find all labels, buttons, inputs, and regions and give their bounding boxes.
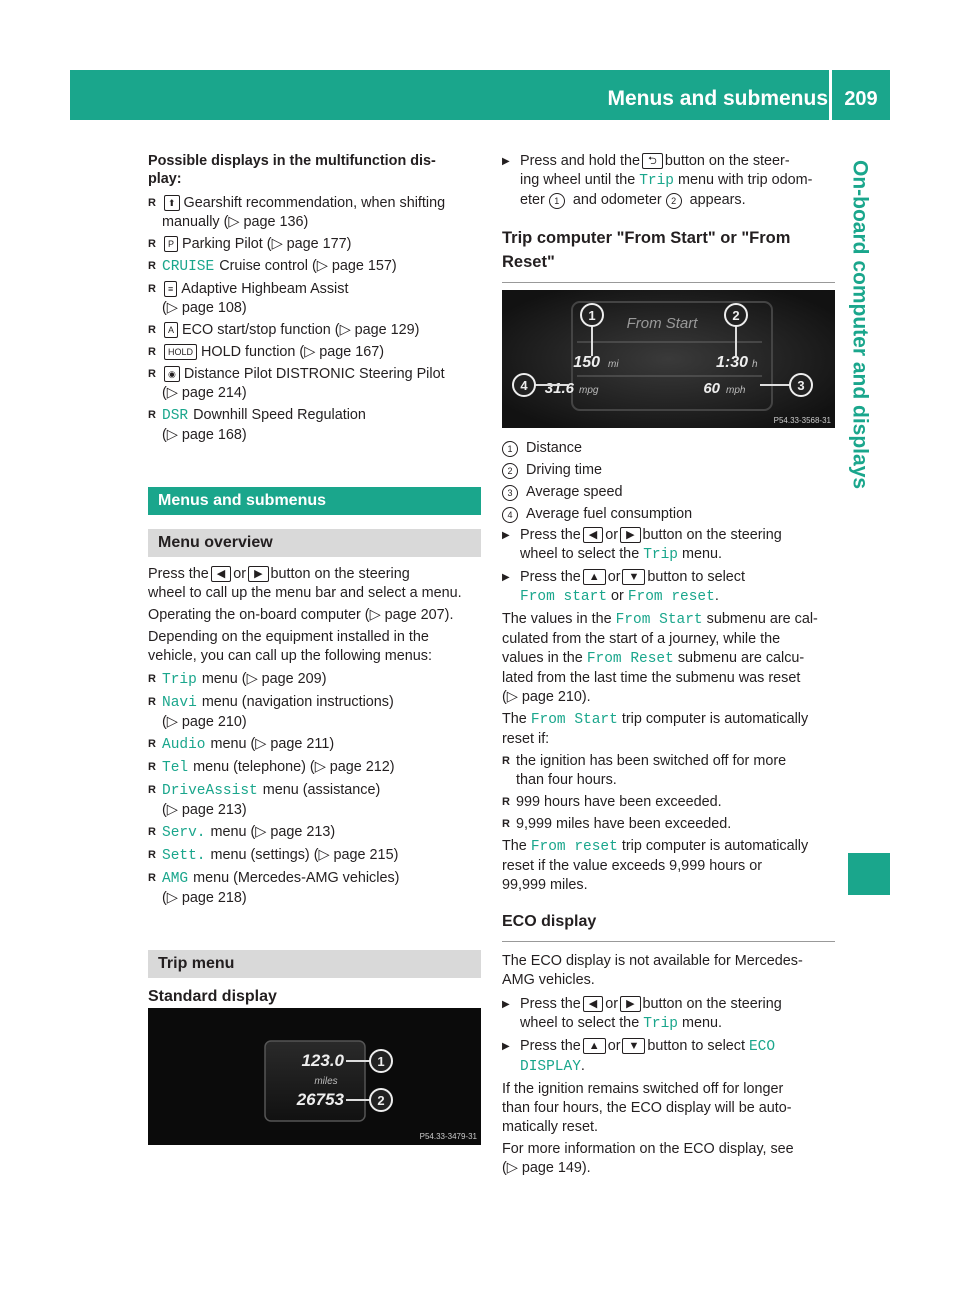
menu-code: Audio (162, 737, 206, 753)
up-key-icon: ▲ (583, 569, 606, 585)
display-text: Distance Pilot DISTRONIC Steering Pilot (183, 366, 445, 382)
left-key-icon: ◀ (583, 527, 603, 543)
eco-step-select-display: ▶ Press the ▲ or ▼ button to select ECO DISPLAY. (502, 1037, 835, 1077)
displays-list (148, 194, 481, 445)
menu-text: menu (▷ page 211) (210, 736, 335, 752)
display-item (148, 406, 481, 445)
legend-text: Distance (526, 440, 582, 456)
menu-text: menu (telephone) (▷ page 212) (193, 759, 395, 775)
hold-icon: HOLD (164, 344, 197, 360)
legend-text: Average speed (526, 484, 623, 500)
right-column-lower (502, 436, 835, 1178)
left-key-icon: ◀ (583, 996, 603, 1012)
img2-callout-1: 1 (588, 308, 596, 323)
display-item (148, 257, 481, 277)
eco-paragraph-1: The ECO display is not available for Mercedes- AMG vehicles. (502, 953, 803, 988)
img1-callout-2: 2 (377, 1093, 385, 1108)
display-text: HOLD function (▷ page 167) (201, 344, 385, 360)
img2-distance: 150 (573, 354, 600, 371)
reset-condition-text: the ignition has been switched off for more than four hours. (516, 753, 787, 788)
img2-callout-2: 2 (732, 308, 740, 323)
legend-item (502, 483, 835, 502)
display-text: Downhill Speed Regulation (193, 407, 366, 423)
legend-text: Driving time (526, 462, 602, 478)
display-text: Cruise control (▷ page 157) (219, 258, 397, 274)
gearshift-icon: ⬆ (164, 195, 180, 211)
section-bar-trip: Trip menu (148, 950, 481, 978)
display-text: (▷ page 168) (162, 427, 247, 443)
menu-code: DriveAssist (162, 783, 258, 799)
menu-item (148, 869, 481, 908)
menu-item (148, 670, 481, 690)
reset-condition-text: 9,999 miles have been exceeded. (516, 816, 732, 832)
auto-reset-paragraph: The From Start trip computer is automatically reset if: (502, 711, 809, 747)
eco-paragraph-2: If the ignition remains switched off for longer than four hours, the ECO display will be auto- matically reset. (502, 1081, 792, 1135)
right-key-icon: ▶ (620, 996, 640, 1012)
img1-callout-1: 1 (377, 1054, 385, 1069)
img2-callout-3: 3 (797, 378, 805, 393)
display-text: manually (▷ page 136) (162, 214, 309, 230)
reset-condition (502, 752, 835, 790)
right-key-icon: ▶ (620, 527, 640, 543)
img2-title: From Start (626, 315, 698, 332)
left-key-icon: ◀ (211, 566, 231, 582)
display-item (148, 194, 481, 232)
legend-number: 1 (502, 441, 518, 457)
down-key-icon: ▼ (622, 569, 645, 585)
menu-code: Tel (162, 760, 189, 776)
menu-text: menu (▷ page 213) (210, 824, 336, 840)
display-code: DSR (162, 408, 189, 424)
menu-text: menu (assistance) (262, 782, 381, 798)
overview-paragraph-1: Press the ◀ or ▶ button on the steering wheel to call up the menu bar and select a menu. (148, 566, 462, 601)
img2-callout-4: 4 (520, 378, 528, 393)
display-item (148, 365, 481, 403)
reset-conditions-list (502, 752, 835, 834)
menu-code: Navi (162, 695, 197, 711)
down-key-icon: ▼ (622, 1038, 645, 1054)
legend-number: 4 (502, 507, 518, 523)
display-text: ECO start/stop function (▷ page 129) (182, 322, 420, 338)
legend-number: 2 (502, 463, 518, 479)
display-text: Parking Pilot (▷ page 177) (182, 236, 352, 252)
menu-code: Serv. (162, 825, 206, 841)
img1-value1: 123.0 (301, 1051, 344, 1070)
eco-icon: A (164, 322, 178, 338)
menu-text-ref: (▷ page 213) (162, 802, 247, 818)
parking-pilot-icon: P (164, 236, 178, 252)
menu-item (148, 758, 481, 778)
left-column (148, 152, 481, 1014)
img1-unit1: miles (314, 1076, 338, 1087)
legend-number: 3 (502, 485, 518, 501)
overview-paragraph-3: Depending on the equipment installed in the vehicle, you can call up the following menus: (148, 629, 432, 664)
display-item (148, 235, 481, 254)
section-bar-overview: Menu overview (148, 529, 481, 557)
reset-condition-text: 999 hours have been exceeded. (516, 794, 722, 810)
from-reset-paragraph: The From reset trip computer is automatically reset if the value exceeds 9,999 hours or 99,999 miles. (502, 838, 809, 893)
step-hold-back: ▶ Press and hold the ⮌ button on the steer- ing wheel until the Trip menu with trip odom- eter 1 and odometer 2 appears. (502, 152, 835, 210)
img2-fuel-unit: mpg (579, 385, 599, 396)
display-item (148, 280, 481, 318)
menu-text-ref: (▷ page 210) (162, 714, 247, 730)
trip-computer-heading: Trip computer "From Start" or "From Reset" (502, 226, 835, 283)
img1-value2: 26753 (296, 1090, 344, 1109)
legend-item (502, 439, 835, 458)
img2-speed-unit: mph (726, 385, 746, 396)
menu-item (148, 735, 481, 755)
img2-time: 1:30 (715, 354, 748, 371)
menu-item (148, 846, 481, 866)
img2-ref: P54.33-3568-31 (773, 416, 831, 425)
standard-display-image (148, 1008, 481, 1145)
menu-text: menu (settings) (▷ page 215) (210, 847, 399, 863)
trip-computer-image (502, 290, 835, 428)
possible-displays-heading: Possible displays in the multifunction dis- play: (148, 153, 436, 187)
display-text: (▷ page 108) (162, 300, 247, 316)
standard-display-heading: Standard display (148, 986, 481, 1014)
menu-code: Trip (162, 672, 197, 688)
menu-code: AMG (162, 871, 189, 887)
eco-paragraph-3: For more information on the ECO display, see (▷ page 149). (502, 1141, 794, 1176)
side-marker (848, 853, 890, 895)
display-code: CRUISE (162, 259, 215, 275)
page-number: 209 (832, 70, 890, 120)
distronic-icon: ◉ (164, 366, 180, 382)
img2-speed: 60 (703, 380, 720, 397)
eco-display-heading: ECO display (502, 911, 835, 942)
step-select-trip: ▶ Press the ◀ or ▶ button on the steering wheel to select the Trip menu. (502, 526, 835, 565)
up-key-icon: ▲ (583, 1038, 606, 1054)
menu-item (148, 693, 481, 732)
step-select-from: ▶ Press the ▲ or ▼ button to select From start or From reset. (502, 568, 835, 607)
menu-text: menu (navigation instructions) (201, 694, 394, 710)
back-key-icon: ⮌ (642, 153, 663, 169)
legend-list (502, 439, 835, 524)
menu-text-ref: (▷ page 218) (162, 890, 247, 906)
eco-step-select-trip: ▶ Press the ◀ or ▶ button on the steering wheel to select the Trip menu. (502, 995, 835, 1034)
display-text: Gearshift recommendation, when shifting (183, 195, 446, 211)
right-column (502, 152, 835, 283)
display-text: Adaptive Highbeam Assist (181, 281, 349, 297)
img2-fuel: 31.6 (544, 380, 574, 397)
legend-text: Average fuel consumption (526, 506, 693, 522)
img2-dist-unit: mi (608, 359, 619, 370)
side-title: On-board computer and displays (848, 160, 872, 490)
display-item (148, 343, 481, 362)
values-paragraph: The values in the From Start submenu are cal- culated from the start of a journey, while the values in the From Reset submenu are calcu- lated from the last time the submenu was reset (▷ page 210). (502, 611, 818, 705)
menus-list (148, 670, 481, 908)
display-item (148, 321, 481, 340)
reset-condition (502, 793, 835, 812)
section-bar-menus: Menus and submenus (148, 487, 481, 515)
img2-time-unit: h (752, 359, 758, 370)
header-title: Menus and submenus (607, 87, 828, 110)
menu-text: menu (▷ page 209) (201, 671, 327, 687)
side-tab (838, 160, 882, 825)
menu-item (148, 781, 481, 820)
img1-ref: P54.33-3479-31 (419, 1132, 477, 1141)
menu-code: Sett. (162, 848, 206, 864)
legend-item (502, 461, 835, 480)
display-text: (▷ page 214) (162, 385, 247, 401)
menu-text: menu (Mercedes-AMG vehicles) (193, 870, 400, 886)
right-key-icon: ▶ (248, 566, 268, 582)
overview-paragraph-2: Operating the on-board computer (▷ page 207). (148, 607, 454, 623)
menu-item (148, 823, 481, 843)
reset-condition (502, 815, 835, 834)
highbeam-icon: ≡ (164, 281, 177, 297)
legend-item (502, 505, 835, 524)
